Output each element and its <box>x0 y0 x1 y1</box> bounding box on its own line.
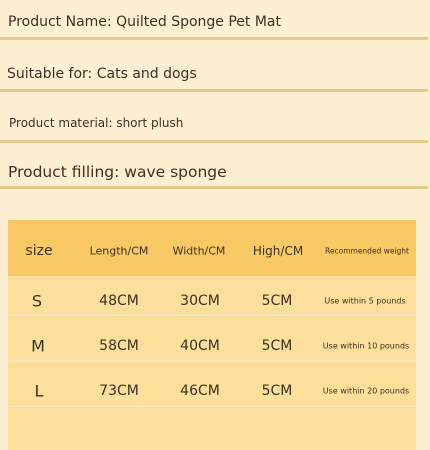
table-cell-height: 5CM <box>261 338 293 354</box>
product-name-text: Product Name: Quilted Sponge Pet Mat <box>8 14 281 30</box>
row-divider <box>8 405 416 407</box>
table-cell-size: L <box>34 381 44 401</box>
table-body <box>8 276 416 450</box>
table-cell-weight: Use within 20 pounds <box>322 386 410 396</box>
header-size: size <box>25 243 53 259</box>
header-length: Length/CM <box>89 244 149 258</box>
table-header <box>8 220 416 276</box>
suitable-for-text: Suitable for: Cats and dogs <box>7 66 197 82</box>
table-cell-length: 48CM <box>99 293 139 309</box>
header-height: High/CM <box>252 244 304 258</box>
filling-text: Product filling: wave sponge <box>8 163 227 181</box>
table-cell-length: 58CM <box>99 338 139 354</box>
table-cell-height: 5CM <box>261 383 293 399</box>
table-cell-weight: Use within 10 pounds <box>322 341 410 351</box>
suitable-for-line <box>0 51 428 92</box>
size-table <box>8 220 416 450</box>
material-text: Product material: short plush <box>9 116 184 130</box>
material-line <box>0 103 428 143</box>
table-cell-weight: Use within 5 pounds <box>324 296 406 306</box>
table-cell-width: 46CM <box>180 383 220 399</box>
header-width: Width/CM <box>172 244 226 258</box>
table-cell-height: 5CM <box>261 293 293 309</box>
row-divider <box>8 314 416 316</box>
table-cell-size: S <box>31 291 43 311</box>
header-weight: Recommended weight <box>325 246 409 256</box>
filling-line <box>0 152 428 189</box>
table-cell-length: 73CM <box>99 383 139 399</box>
row-divider <box>8 360 416 362</box>
product-name-line <box>0 0 428 40</box>
table-cell-size: M <box>31 336 45 356</box>
table-cell-width: 40CM <box>180 338 220 354</box>
table-cell-width: 30CM <box>180 293 220 309</box>
